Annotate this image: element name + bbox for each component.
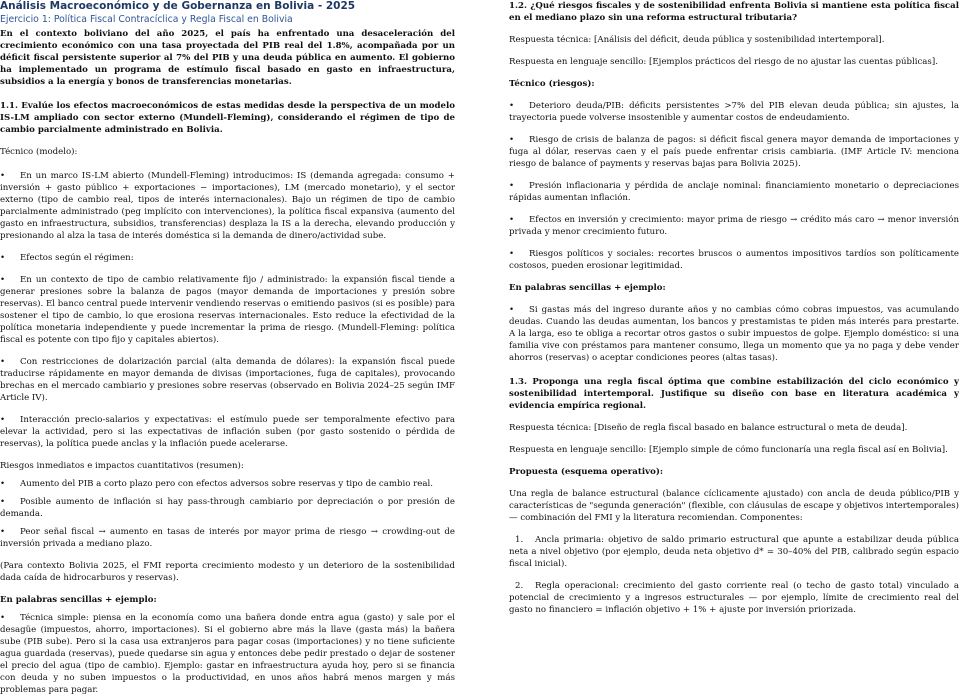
q13-simple-answer: Respuesta en lenguaje sencillo: [Ejemplo simple de cómo funcionaría una regla fiscal así en Bolivia]. [509,445,948,455]
proposal-label: Propuesta (esquema operativo): [509,467,664,477]
bullet-mundell-fleming: • En un marco IS-LM abierto (Mundell-Fleming) introducimos: IS (demanda agregada: consumo + inversión + gasto público + exportaciones − importaciones), LM (mercado monetario), y el sector externo (tipo de cambio real, tipos de interés internacionales). Bajo un régimen de tipo de cambio parcialmente administrado (peg implícito con intervenciones), la política fiscal expansiva (aumento del gasto en infraestructura, subsidios, transferencias) desplaza la IS a la derecha, elevando producción y presionando al alza la tasa de interés doméstica si la demanda de dinero/actividad sube. [0,171,455,241]
technical-model-label: Técnico (modelo): [0,147,78,157]
component-1: 1. Ancla primaria: objetivo de saldo primario estructural que apunte a estabilizar deuda pública neta a nivel objetivo (por ejemplo, deuda neta objetivo d* = 30–40% del PIB, calibrado según espacio fiscal inicial). [509,535,959,569]
bullet-dot: • [0,527,6,537]
bullet-fixed-exchange: • En un contexto de tipo de cambio relativamente fijo / administrado: la expansión fiscal tiende a generar presiones sobre la balanza de pagos (mayor demanda de importaciones y presión sobre reservas). El banco central puede intervenir vendiendo reservas o emitiendo pasivos (si es posible) para sostener el tipo de cambio, lo que erosiona reservas internacionales. Esto reduce la efectividad de la política monetaria independiente y puede incrementar la prima de riesgo. (Mundell-Fleming: política fiscal es potente con tipo fijo y capitales abiertos). [0,275,455,345]
context-paragraph: En el contexto boliviano del año 2025, el país ha enfrentado una desaceleración del crecimiento económico con una tasa proyectada del PIB real del 1.8%, acompañada por un déficit fiscal persistente superior al 7% del PIB y una deuda pública en aumento. El gobierno ha implementado un programa de estímulo fiscal basado en gasto en infraestructura, subsidios a la energía y bonos de transferencias monetarias. [0,29,455,87]
technical-risks-label: Técnico (riesgos): [509,79,595,89]
question-1-1: 1.1. Evalúe los efectos macroeconómicos de estas medidas desde la perspectiva de un modelo IS-LM ampliado con sector externo (Mundell-Fleming), considerando el régimen de tipo de cambio parcialmente administrado en Bolivia. [0,101,455,135]
list-number: 2. [515,581,524,591]
q12-simple-answer: Respuesta en lenguaje sencillo: [Ejemplos prácticos del riesgo de no ajustar las cuentas públicas]. [509,57,938,67]
bullet-bathtub-analogy: • Técnica simple: piensa en la economía como una bañera donde entra agua (gasto) y sale por el desagüe (impuestos, ahorro, importaciones). Si el gobierno abre más la llave (gasta más) la bañera sube (PIB sube). Pero si la casa usa extranjeros para pagar cosas (importaciones) y no tiene suficiente agua guardada (reservas), puede quedarse sin agua y entonces debe pedir prestado o dejar de sostener el precio del agua (tipo de cambio). Ejemplo: gastar en infraestructura ayuda hoy, pero si se financia con deuda y no suben impuestos o la productividad, en unos años habrá menos margen y más problemas para pagar. [0,613,455,695]
risk-item-inflation: • Posible aumento de inflación si hay pass-through cambiario por depreciación o por presión de demanda. [0,497,455,519]
bullet-dot: • [509,215,515,225]
component-2: 2. Regla operacional: crecimiento del gasto corriente real (o techo de gasto total) vinculado a potencial de crecimiento y a ingresos estructurales — por ejemplo, límite de crecimiento real del gasto no financiero = inflación objetivo + 1% + ajuste por inversión priorizada. [509,581,959,615]
risk-debt-gdp: • Deterioro deuda/PIB: déficits persistentes >7% del PIB elevan deuda pública; sin ajustes, la trayectoria puede volverse insostenible y aumentar costos de endeudamiento. [509,101,959,123]
bullet-dot: • [0,479,6,489]
risk-political-social: • Riesgos políticos y sociales: recortes bruscos o aumentos impositivos tardíos son políticamente costosos, pueden erosionar legitimidad. [509,249,959,271]
bullet-dot: • [509,249,515,259]
context-note: (Para contexto Bolivia 2025, el FMI reporta crecimiento modesto y un deterioro de la sostenibilidad dada caída de hidrocarburos y reservas). [0,561,455,583]
bullet-effects-regime: • Efectos según el régimen: [0,253,134,263]
bullet-dot: • [0,253,6,263]
simple-words-label: En palabras sencillas + ejemplo: [0,595,157,605]
bullet-dot: • [0,415,6,425]
bullet-dot: • [509,135,515,145]
risk-balance-of-payments: • Riesgo de crisis de balanza de pagos: si déficit fiscal genera mayor demanda de importaciones y fuga al dólar, reservas caen y el país puede enfrentar crisis cambiaria. (IMF Article IV: menciona riesgo de balance of payments y reservas bajas para Bolivia 2025). [509,135,959,169]
bullet-dot: • [509,101,515,111]
q12-technical-answer: Respuesta técnica: [Análisis del déficit, deuda pública y sostenibilidad intertemporal]. [509,35,885,45]
bullet-dot: • [0,497,6,507]
bullet-dot: • [0,275,6,285]
simple-words-label-2: En palabras sencillas + ejemplo: [509,283,666,293]
risk-item-gdp: • Aumento del PIB a corto plazo pero con efectos adversos sobre reservas y tipo de cambio real. [0,479,433,489]
list-number: 1. [515,535,524,545]
right-column [509,0,959,616]
document-title: Análisis Macroeconómico y de Gobernanza en Bolivia - 2025 [0,0,356,12]
bullet-dot: • [0,357,6,367]
q13-technical-answer: Respuesta técnica: [Diseño de regla fiscal basado en balance estructural o meta de deuda]. [509,423,908,433]
bullet-dot: • [0,613,6,623]
bullet-dot: • [509,181,515,191]
bullet-price-wages: • Interacción precio-salarios y expectativas: el estímulo puede ser temporalmente efectivo para elevar la actividad, pero si las expectativas de inflación suben (por gasto sostenido o pérdida de reservas), la política puede anclas y la inflación puede acelerarse. [0,415,455,449]
risk-investment-growth: • Efectos en inversión y crecimiento: mayor prima de riesgo → crédito más caro → menor inversión privada y menor crecimiento futuro. [509,215,959,237]
risk-item-crowding-out: • Peor señal fiscal → aumento en tasas de interés por mayor prima de riesgo → crowding-out de inversión privada a mediano plazo. [0,527,455,549]
question-1-2: 1.2. ¿Qué riesgos fiscales y de sostenibilidad enfrenta Bolivia si mantiene esta política fiscal en el mediano plazo sin una reforma estructural tributaria? [509,1,959,23]
bullet-dot: • [0,171,6,181]
bullet-dot: • [509,305,515,315]
bullet-dollarization: • Con restricciones de dolarización parcial (alta demanda de dólares): la expansión fiscal puede traducirse rápidamente en mayor demanda de divisas (importaciones, fuga de capitales), provocando brechas en el mercado cambiario y presiones sobre reservas (observado en Bolivia 2024–25 según IMF Article IV). [0,357,455,403]
exercise-subtitle: Ejercicio 1: Política Fiscal Contracíclica y Regla Fiscal en Bolivia [0,14,293,25]
risks-summary-label: Riesgos inmediatos e impactos cuantitativos (resumen): [0,461,244,471]
proposal-text: Una regla de balance estructural (balance cíclicamente ajustado) con ancla de deuda público/PIB y características de "segunda generación" (flexible, con cláusulas de escape y objetivos intertemporales) — combinación del FMI y la literatura recomiendan. Componentes: [509,489,959,523]
bullet-debt-analogy: • Si gastas más del ingreso durante años y no cambias cómo cobras impuestos, vas acumulando deudas. Cuando las deudas aumentan, los bancos y prestamistas te piden más interés para prestarte. A la larga, eso te obliga a recortar otros gastos o subir impuestos de golpe. Ejemplo doméstico: si una familia vive con préstamos para mantener consumo, llega un momento que ya no paga y debe vender ahorros (reservas) o aceptar condiciones peores (altas tasas). [509,305,959,363]
question-1-3: 1.3. Proponga una regla fiscal óptima que combine estabilización del ciclo económico y sostenibilidad intertemporal. Justifique su diseño con base en literatura académica y evidencia empírica regional. [509,377,959,411]
risk-inflation-pressure: • Presión inflacionaria y pérdida de anclaje nominal: financiamiento monetario o depreciaciones rápidas aumentan inflación. [509,181,959,203]
left-column [0,0,455,696]
